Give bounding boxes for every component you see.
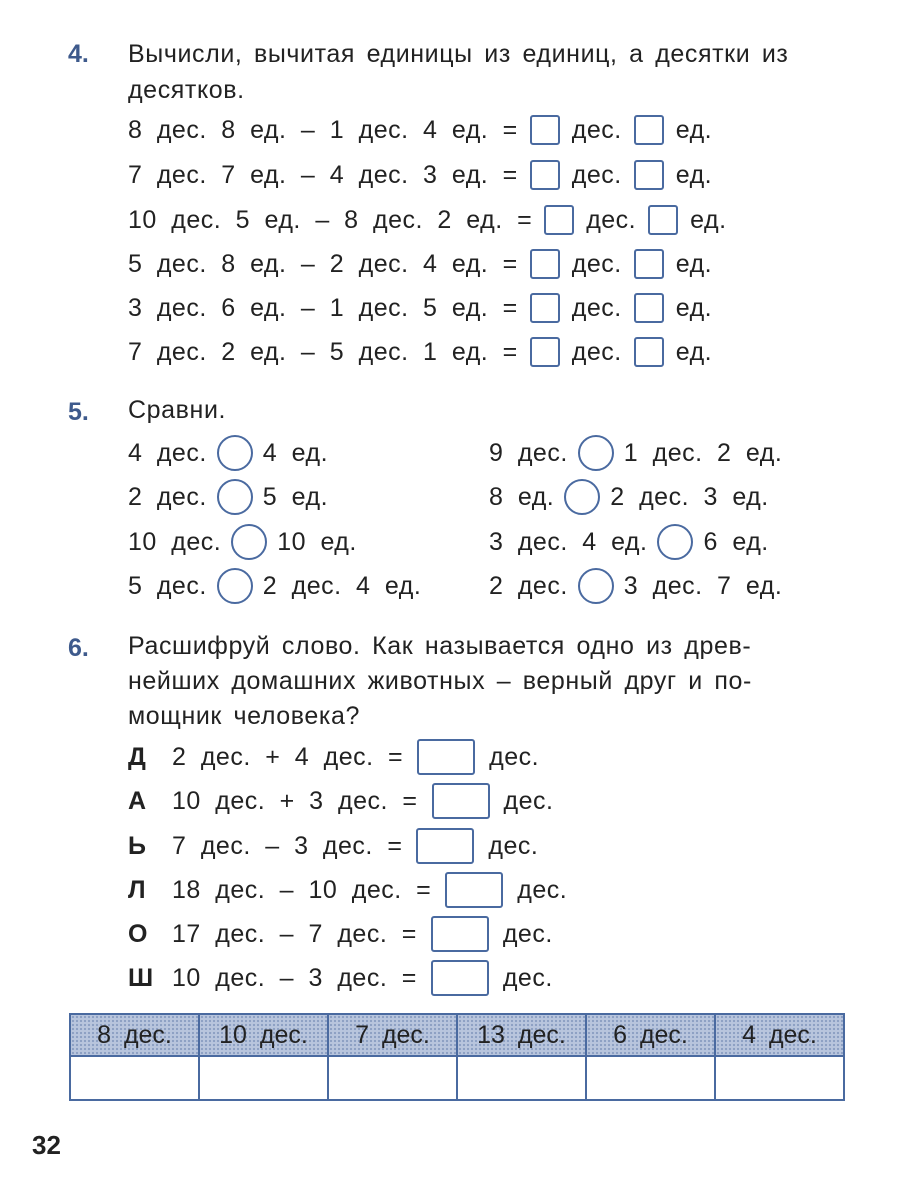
letter-answer-cell[interactable] [328,1056,457,1100]
expression: 3 дес. 6 ед. – 1 дес. 5 ед. = [128,293,518,322]
task4-row [128,290,712,326]
key-cell: 10 дес. [199,1014,328,1056]
unit-tens: дес. [586,205,637,234]
compare-left: 3 дес. 4 ед. [489,527,648,556]
answer-box-units[interactable] [648,205,678,235]
compare-circle[interactable] [217,479,253,515]
answer-box-units[interactable] [634,160,664,190]
unit: дес. [503,786,554,815]
unit-tens: дес. [571,249,622,278]
answer-box-tens[interactable] [530,249,560,279]
cipher-letter: Ь [128,831,147,860]
compare-left: 8 ед. [489,482,555,511]
task6-line2: нейших домашних животных – верный друг и по- [128,667,752,695]
compare-left: 2 дес. [128,482,207,511]
unit: дес. [517,875,568,904]
unit-ones: ед. [675,337,713,366]
expression: 18 дес. – 10 дес. = [172,875,432,904]
compare-right: 2 дес. 3 ед. [610,482,769,511]
task5-number: 5. [68,398,89,426]
unit: дес. [488,831,539,860]
cipher-letter: Д [128,742,147,771]
cipher-row [128,739,539,775]
decoding-table-answers [70,1056,844,1100]
letter-answer-cell[interactable] [199,1056,328,1100]
answer-box-tens[interactable] [530,337,560,367]
unit-ones: ед. [690,205,727,234]
cipher-row [128,872,567,908]
cipher-row [128,783,553,819]
compare-right: 2 дес. 4 ед. [262,571,422,600]
answer-box-units[interactable] [634,293,664,323]
cipher-letter: А [128,786,147,815]
answer-box[interactable] [417,739,475,775]
key-cell: 8 дес. [70,1014,199,1056]
cipher-row [128,828,538,864]
compare-left: 4 дес. [128,438,207,467]
cipher-row [128,960,553,996]
answer-box-units[interactable] [634,115,664,145]
decoding-table-header [70,1014,844,1056]
unit-tens: дес. [571,160,622,189]
letter-answer-cell[interactable] [586,1056,715,1100]
letter-answer-cell[interactable] [457,1056,586,1100]
compare-left: 5 дес. [128,571,207,600]
task4-row [128,112,712,148]
expression: 10 дес. – 3 дес. = [172,963,417,992]
task4-row [128,246,712,282]
answer-box[interactable] [432,783,490,819]
compare-item [489,566,782,606]
compare-circle[interactable] [564,479,600,515]
compare-circle[interactable] [578,568,614,604]
unit-ones: ед. [675,249,713,278]
page-number: 32 [32,1130,61,1160]
expression: 10 дес. 5 ед. – 8 дес. 2 ед. = [128,205,533,234]
expression: 7 дес. 2 ед. – 5 дес. 1 ед. = [128,337,518,366]
compare-right: 10 ед. [277,527,357,556]
compare-left: 10 дес. [128,527,222,556]
expression: 7 дес. – 3 дес. = [172,831,403,860]
task4-number: 4. [68,40,89,68]
cipher-letter: Ш [128,963,154,992]
compare-right: 5 ед. [262,482,329,511]
compare-circle[interactable] [578,435,614,471]
answer-box[interactable] [416,828,474,864]
compare-left: 2 дес. [489,571,568,600]
task5-instruction: Сравни. [128,396,227,424]
answer-box[interactable] [431,916,489,952]
compare-item [489,433,782,473]
key-cell: 13 дес. [457,1014,586,1056]
key-cell: 4 дес. [715,1014,844,1056]
compare-item [128,433,328,473]
expression: 7 дес. 7 ед. – 4 дес. 3 ед. = [128,160,518,189]
compare-item [128,566,421,606]
expression: 17 дес. – 7 дес. = [172,919,417,948]
compare-right: 6 ед. [703,527,769,556]
unit-ones: ед. [675,160,713,189]
answer-box-units[interactable] [634,337,664,367]
cipher-row [128,916,553,952]
task4-row [128,202,727,238]
compare-circle[interactable] [217,435,253,471]
expression: 10 дес. + 3 дес. = [172,786,418,815]
compare-right: 4 ед. [262,438,329,467]
answer-box-tens[interactable] [530,115,560,145]
compare-left: 9 дес. [489,438,568,467]
task4-row [128,334,712,370]
unit-tens: дес. [571,115,622,144]
answer-box[interactable] [445,872,503,908]
expression: 5 дес. 8 ед. – 2 дес. 4 ед. = [128,249,518,278]
unit-tens: дес. [571,293,622,322]
compare-circle[interactable] [217,568,253,604]
letter-answer-cell[interactable] [715,1056,844,1100]
unit: дес. [502,963,553,992]
key-cell: 7 дес. [328,1014,457,1056]
answer-box-tens[interactable] [530,293,560,323]
expression: 8 дес. 8 ед. – 1 дес. 4 ед. = [128,115,518,144]
unit: дес. [502,919,553,948]
unit-ones: ед. [675,293,713,322]
answer-box-tens[interactable] [530,160,560,190]
answer-box[interactable] [431,960,489,996]
compare-item [128,522,357,562]
task6-line3: мощник человека? [128,702,360,730]
cipher-letter: Л [128,875,147,904]
task4-row [128,157,712,193]
unit-ones: ед. [675,115,713,144]
cipher-letter: О [128,919,148,948]
expression: 2 дес. + 4 дес. = [172,742,404,771]
compare-circle[interactable] [231,524,267,560]
compare-item [489,477,769,517]
answer-box-tens[interactable] [544,205,574,235]
key-cell: 6 дес. [586,1014,715,1056]
task6-number: 6. [68,634,89,662]
letter-answer-cell[interactable] [70,1056,199,1100]
answer-box-units[interactable] [634,249,664,279]
unit-tens: дес. [571,337,622,366]
compare-right: 1 дес. 2 ед. [623,438,783,467]
task4-instruction: Вычисли, вычитая единицы из единиц, а десятки из десятков. [128,40,789,104]
compare-circle[interactable] [657,524,693,560]
compare-item [128,477,328,517]
task6-line1: Расшифруй слово. Как называется одно из древ- [128,632,752,660]
compare-item [489,522,769,562]
compare-right: 3 дес. 7 ед. [623,571,783,600]
unit: дес. [489,742,540,771]
decoding-table [69,1013,845,1101]
